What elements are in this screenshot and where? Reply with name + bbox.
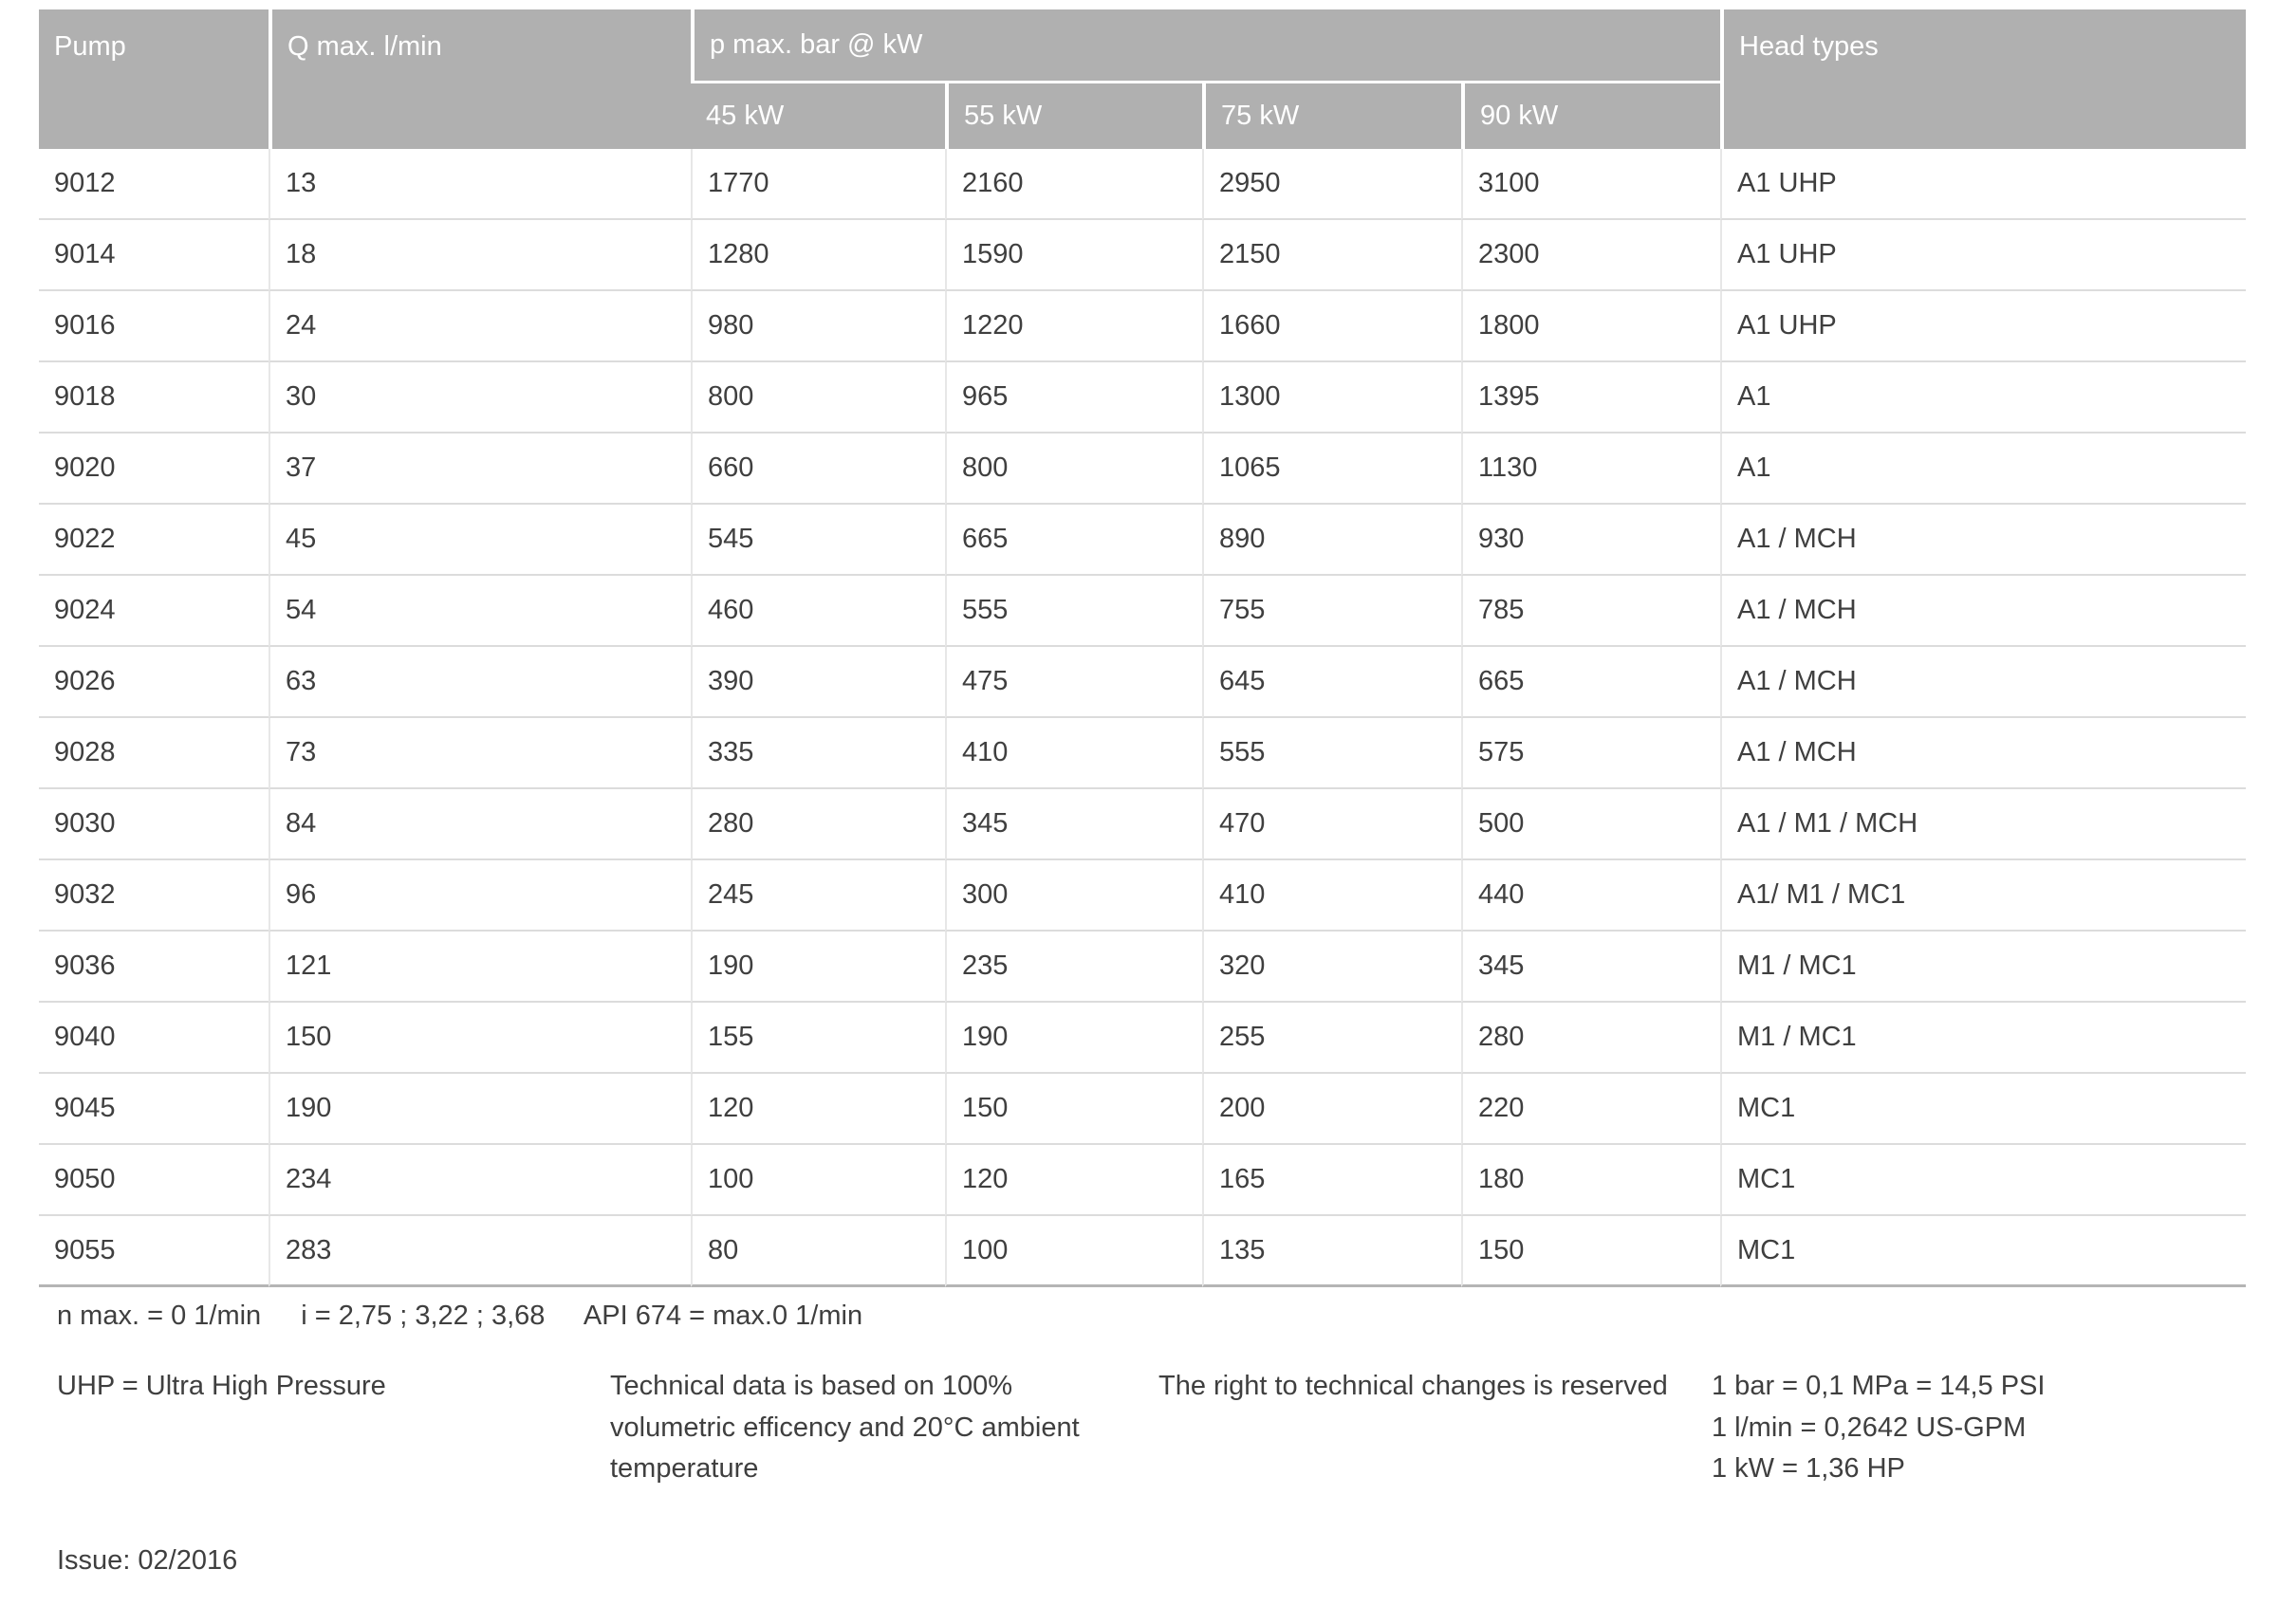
pump-cell: 9026 [39, 647, 269, 718]
kw-55-cell: 120 [945, 1145, 1202, 1216]
pump-cell: 9022 [39, 505, 269, 576]
table-row [39, 362, 2246, 434]
column-header-90kw: 90 kW [1461, 81, 1720, 149]
pump-cell: 9016 [39, 291, 269, 362]
qmax-cell: 283 [269, 1216, 691, 1287]
table-row [39, 434, 2246, 505]
footnote-ratios: i = 2,75 ; 3,22 ; 3,68 [301, 1301, 546, 1331]
column-header-head-types: Head types [1720, 9, 2246, 149]
pump-cell: 9050 [39, 1145, 269, 1216]
column-header-pump: Pump [39, 9, 269, 149]
kw-75-cell: 135 [1202, 1216, 1461, 1287]
pump-cell: 9045 [39, 1074, 269, 1145]
kw-55-cell: 410 [945, 718, 1202, 789]
kw-45-cell: 155 [691, 1003, 945, 1074]
pump-cell: 9032 [39, 860, 269, 932]
head-types-cell: M1 / MC1 [1720, 1003, 2246, 1074]
kw-90-cell: 150 [1461, 1216, 1720, 1287]
note-technical-basis: Technical data is based on 100% volumetric efficency and 20°C ambient temperature [610, 1371, 1080, 1484]
kw-55-cell: 1590 [945, 220, 1202, 291]
kw-90-cell: 2300 [1461, 220, 1720, 291]
note-unit-conversions [1712, 1366, 2246, 1490]
table-row [39, 860, 2246, 932]
qmax-cell: 18 [269, 220, 691, 291]
table-row [39, 505, 2246, 576]
qmax-cell: 24 [269, 291, 691, 362]
qmax-cell: 63 [269, 647, 691, 718]
footnote-api: API 674 = max.0 1/min [583, 1301, 863, 1331]
kw-90-cell: 345 [1461, 932, 1720, 1003]
pump-cell: 9055 [39, 1216, 269, 1287]
table-row [39, 149, 2246, 220]
kw-90-cell: 440 [1461, 860, 1720, 932]
column-header-45kw: 45 kW [691, 81, 945, 149]
qmax-cell: 234 [269, 1145, 691, 1216]
kw-45-cell: 120 [691, 1074, 945, 1145]
kw-75-cell: 165 [1202, 1145, 1461, 1216]
kw-90-cell: 665 [1461, 647, 1720, 718]
note-rights-reserved: The right to technical changes is reserved [1158, 1371, 1668, 1401]
footnote-n-max: n max. = 0 1/min [57, 1301, 262, 1331]
table-row [39, 932, 2246, 1003]
table-row [39, 718, 2246, 789]
kw-75-cell: 1660 [1202, 291, 1461, 362]
kw-45-cell: 190 [691, 932, 945, 1003]
kw-55-cell: 190 [945, 1003, 1202, 1074]
kw-75-cell: 410 [1202, 860, 1461, 932]
head-types-cell: A1/ M1 / MC1 [1720, 860, 2246, 932]
kw-45-cell: 460 [691, 576, 945, 647]
table-footnote-line [39, 1301, 2246, 1332]
table-row [39, 789, 2246, 860]
column-header-pmax-group: p max. bar @ kW [691, 9, 1720, 81]
column-header-75kw: 75 kW [1202, 81, 1461, 149]
issue-label: Issue: 02/2016 [57, 1544, 238, 1576]
kw-90-cell: 575 [1461, 718, 1720, 789]
qmax-cell: 73 [269, 718, 691, 789]
pump-cell: 9030 [39, 789, 269, 860]
table-row [39, 647, 2246, 718]
qmax-cell: 37 [269, 434, 691, 505]
qmax-cell: 84 [269, 789, 691, 860]
conversion-lmin: 1 l/min = 0,2642 US-GPM [1712, 1412, 2027, 1443]
column-header-qmax: Q max. l/min [269, 9, 691, 149]
table-row [39, 220, 2246, 291]
kw-75-cell: 470 [1202, 789, 1461, 860]
kw-45-cell: 245 [691, 860, 945, 932]
pump-cell: 9036 [39, 932, 269, 1003]
table-row [39, 1074, 2246, 1145]
qmax-cell: 30 [269, 362, 691, 434]
head-types-cell: A1 / MCH [1720, 505, 2246, 576]
kw-75-cell: 255 [1202, 1003, 1461, 1074]
kw-45-cell: 1770 [691, 149, 945, 220]
table-row [39, 1003, 2246, 1074]
kw-45-cell: 545 [691, 505, 945, 576]
column-header-55kw: 55 kW [945, 81, 1202, 149]
kw-45-cell: 800 [691, 362, 945, 434]
kw-90-cell: 1395 [1461, 362, 1720, 434]
kw-75-cell: 890 [1202, 505, 1461, 576]
kw-45-cell: 280 [691, 789, 945, 860]
kw-55-cell: 475 [945, 647, 1202, 718]
kw-45-cell: 1280 [691, 220, 945, 291]
kw-75-cell: 1300 [1202, 362, 1461, 434]
qmax-cell: 54 [269, 576, 691, 647]
head-types-cell: A1 UHP [1720, 291, 2246, 362]
head-types-cell: A1 / MCH [1720, 647, 2246, 718]
kw-55-cell: 235 [945, 932, 1202, 1003]
kw-55-cell: 1220 [945, 291, 1202, 362]
head-types-cell: MC1 [1720, 1145, 2246, 1216]
kw-75-cell: 755 [1202, 576, 1461, 647]
kw-55-cell: 300 [945, 860, 1202, 932]
qmax-cell: 45 [269, 505, 691, 576]
kw-75-cell: 555 [1202, 718, 1461, 789]
pump-spec-table [39, 9, 2246, 1287]
head-types-cell: A1 / MCH [1720, 576, 2246, 647]
kw-90-cell: 930 [1461, 505, 1720, 576]
kw-55-cell: 555 [945, 576, 1202, 647]
notes-row [39, 1366, 2246, 1490]
kw-90-cell: 3100 [1461, 149, 1720, 220]
kw-90-cell: 180 [1461, 1145, 1720, 1216]
pump-cell: 9018 [39, 362, 269, 434]
kw-45-cell: 980 [691, 291, 945, 362]
kw-55-cell: 100 [945, 1216, 1202, 1287]
kw-75-cell: 2150 [1202, 220, 1461, 291]
note-uhp: UHP = Ultra High Pressure [57, 1371, 386, 1401]
table-row [39, 576, 2246, 647]
table-body [39, 149, 2246, 1287]
kw-45-cell: 335 [691, 718, 945, 789]
pump-cell: 9028 [39, 718, 269, 789]
qmax-cell: 190 [269, 1074, 691, 1145]
head-types-cell: A1 UHP [1720, 220, 2246, 291]
kw-90-cell: 280 [1461, 1003, 1720, 1074]
kw-45-cell: 390 [691, 647, 945, 718]
kw-90-cell: 785 [1461, 576, 1720, 647]
kw-45-cell: 80 [691, 1216, 945, 1287]
pump-cell: 9020 [39, 434, 269, 505]
table-row [39, 1145, 2246, 1216]
qmax-cell: 150 [269, 1003, 691, 1074]
conversion-kw: 1 kW = 1,36 HP [1712, 1453, 1905, 1484]
pump-cell: 9014 [39, 220, 269, 291]
kw-45-cell: 100 [691, 1145, 945, 1216]
qmax-cell: 96 [269, 860, 691, 932]
conversion-bar: 1 bar = 0,1 MPa = 14,5 PSI [1712, 1371, 2046, 1401]
kw-75-cell: 2950 [1202, 149, 1461, 220]
pump-cell: 9024 [39, 576, 269, 647]
kw-75-cell: 200 [1202, 1074, 1461, 1145]
qmax-cell: 121 [269, 932, 691, 1003]
kw-55-cell: 150 [945, 1074, 1202, 1145]
kw-90-cell: 220 [1461, 1074, 1720, 1145]
head-types-cell: A1 / MCH [1720, 718, 2246, 789]
kw-45-cell: 660 [691, 434, 945, 505]
kw-55-cell: 665 [945, 505, 1202, 576]
pump-cell: 9012 [39, 149, 269, 220]
pump-cell: 9040 [39, 1003, 269, 1074]
kw-75-cell: 645 [1202, 647, 1461, 718]
kw-55-cell: 800 [945, 434, 1202, 505]
head-types-cell: MC1 [1720, 1216, 2246, 1287]
head-types-cell: A1 [1720, 362, 2246, 434]
kw-55-cell: 345 [945, 789, 1202, 860]
table-header [39, 9, 2246, 149]
head-types-cell: A1 [1720, 434, 2246, 505]
kw-55-cell: 965 [945, 362, 1202, 434]
kw-90-cell: 1130 [1461, 434, 1720, 505]
kw-75-cell: 1065 [1202, 434, 1461, 505]
head-types-cell: A1 / M1 / MCH [1720, 789, 2246, 860]
qmax-cell: 13 [269, 149, 691, 220]
head-types-cell: MC1 [1720, 1074, 2246, 1145]
kw-75-cell: 320 [1202, 932, 1461, 1003]
kw-90-cell: 1800 [1461, 291, 1720, 362]
table-row [39, 1216, 2246, 1287]
kw-90-cell: 500 [1461, 789, 1720, 860]
kw-55-cell: 2160 [945, 149, 1202, 220]
table-row [39, 291, 2246, 362]
head-types-cell: A1 UHP [1720, 149, 2246, 220]
head-types-cell: M1 / MC1 [1720, 932, 2246, 1003]
